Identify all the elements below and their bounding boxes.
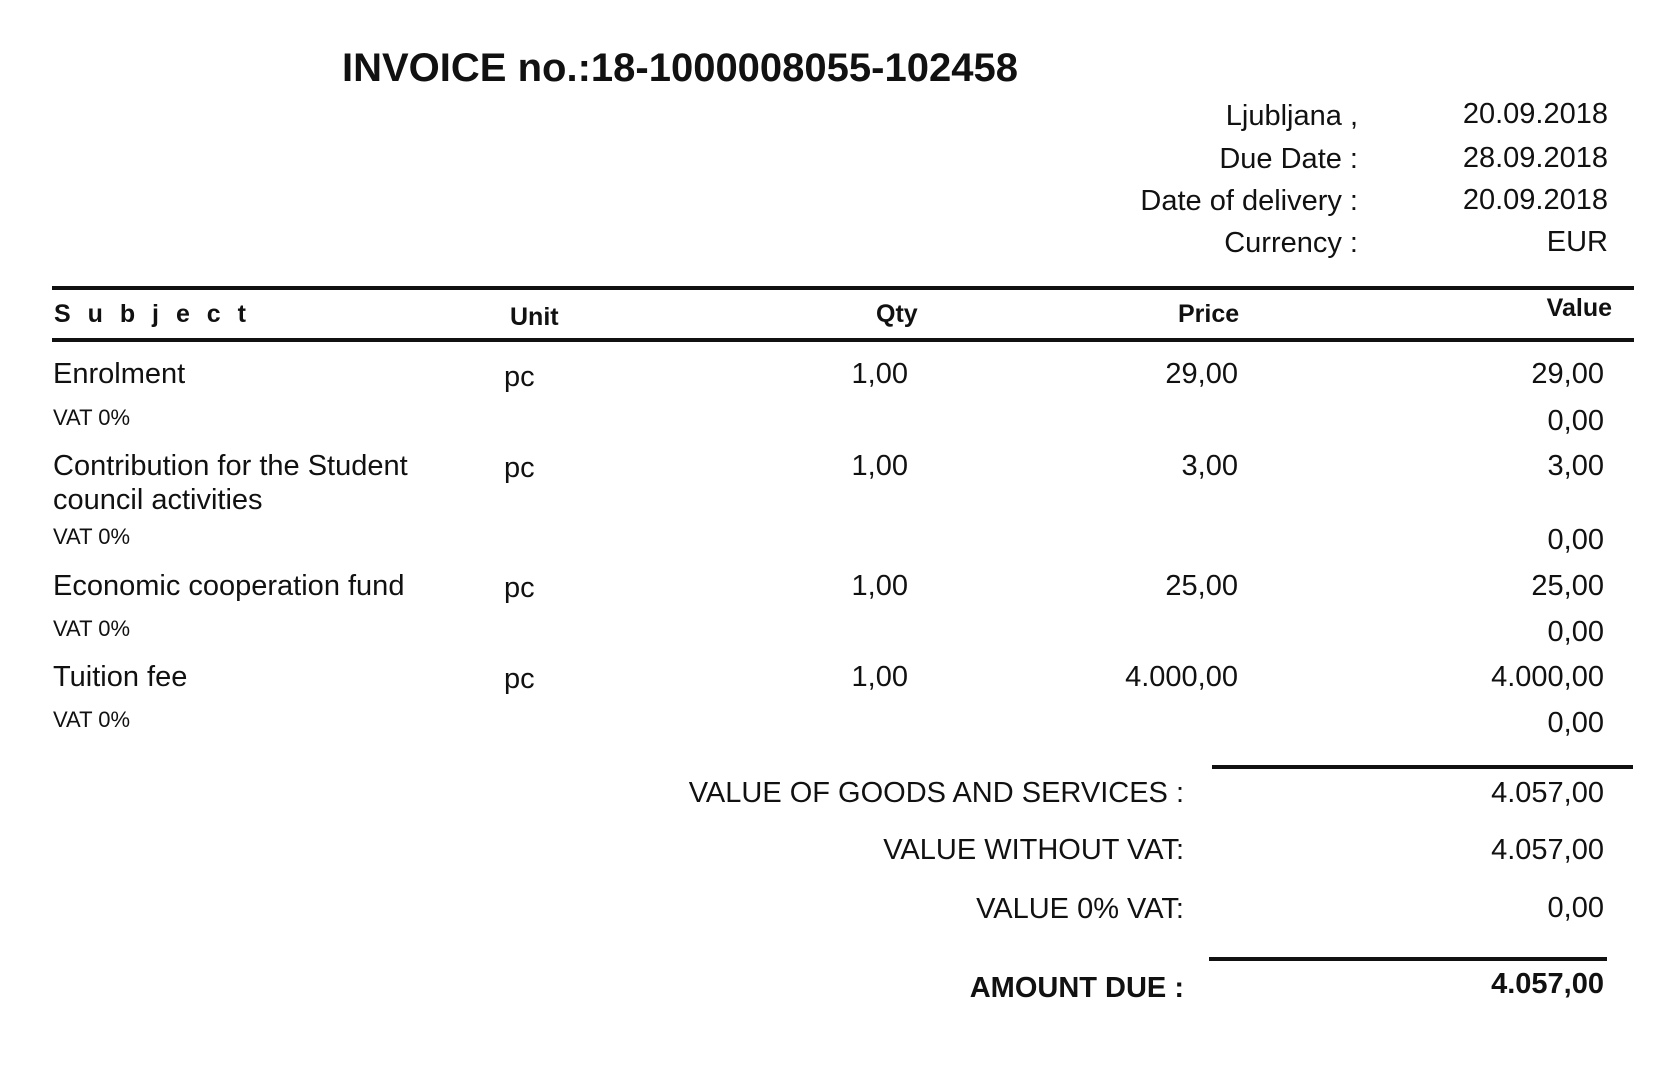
row-2-value: 3,00: [1547, 450, 1604, 482]
row-2-unit: pc: [504, 452, 535, 484]
row-4-vat-value: 0,00: [1547, 707, 1604, 739]
header-subject: S u b j e c t: [54, 300, 251, 328]
summary-top-rule: [1212, 765, 1633, 769]
row-3-subject: Economic cooperation fund: [53, 570, 405, 602]
row-4-vat-label: VAT 0%: [53, 707, 131, 732]
row-3-price: 25,00: [1165, 570, 1238, 602]
header-value: Value: [1546, 294, 1612, 322]
place-label: Ljubljana ,: [1225, 100, 1358, 132]
issue-date-value: 20.09.2018: [1462, 98, 1608, 130]
row-3-unit: pc: [504, 572, 535, 604]
currency-value: EUR: [1546, 226, 1608, 258]
amount-due-value: 4.057,00: [1491, 968, 1604, 1000]
delivery-date-label: Date of delivery :: [1140, 185, 1358, 217]
row-2-qty: 1,00: [851, 450, 908, 482]
row-4-value: 4.000,00: [1491, 661, 1604, 693]
row-2-vat-value: 0,00: [1547, 524, 1604, 556]
row-3-value: 25,00: [1531, 570, 1604, 602]
row-1-qty: 1,00: [851, 358, 908, 390]
row-2-price: 3,00: [1181, 450, 1238, 482]
amount-due-rule: [1209, 957, 1607, 961]
row-4-subject: Tuition fee: [53, 661, 188, 693]
currency-label: Currency :: [1224, 227, 1358, 259]
row-1-value: 29,00: [1531, 358, 1604, 390]
header-unit: Unit: [510, 303, 559, 331]
row-3-vat-value: 0,00: [1547, 616, 1604, 648]
row-2-subject-line-1: Contribution for the Student: [53, 450, 408, 482]
table-top-rule: [52, 286, 1634, 290]
goods-services-label: VALUE OF GOODS AND SERVICES :: [688, 777, 1184, 809]
delivery-date-value: 20.09.2018: [1462, 184, 1608, 216]
value-without-vat-label: VALUE WITHOUT VAT:: [883, 834, 1184, 866]
table-header-rule: [52, 338, 1634, 342]
value-vat-value: 0,00: [1547, 892, 1604, 924]
header-price: Price: [1178, 300, 1240, 328]
row-1-subject: Enrolment: [53, 358, 186, 390]
due-date-value: 28.09.2018: [1462, 142, 1608, 174]
row-1-unit: pc: [504, 361, 535, 393]
row-3-qty: 1,00: [851, 570, 908, 602]
row-4-unit: pc: [504, 663, 535, 695]
row-4-price: 4.000,00: [1125, 661, 1238, 693]
row-1-price: 29,00: [1165, 358, 1238, 390]
row-4-qty: 1,00: [851, 661, 908, 693]
goods-services-value: 4.057,00: [1491, 777, 1604, 809]
row-1-vat-label: VAT 0%: [53, 405, 131, 430]
value-vat-label: VALUE 0% VAT:: [976, 893, 1184, 925]
row-3-vat-label: VAT 0%: [53, 616, 131, 641]
row-2-subject-line-2: council activities: [53, 484, 263, 516]
row-1-vat-value: 0,00: [1547, 405, 1604, 437]
due-date-label: Due Date :: [1219, 143, 1358, 175]
value-without-vat-value: 4.057,00: [1491, 834, 1604, 866]
header-qty: Qty: [876, 300, 918, 328]
row-2-vat-label: VAT 0%: [53, 524, 131, 549]
invoice-title: INVOICE no.:18-1000008055-102458: [342, 46, 1018, 90]
amount-due-label: AMOUNT DUE :: [969, 972, 1184, 1004]
